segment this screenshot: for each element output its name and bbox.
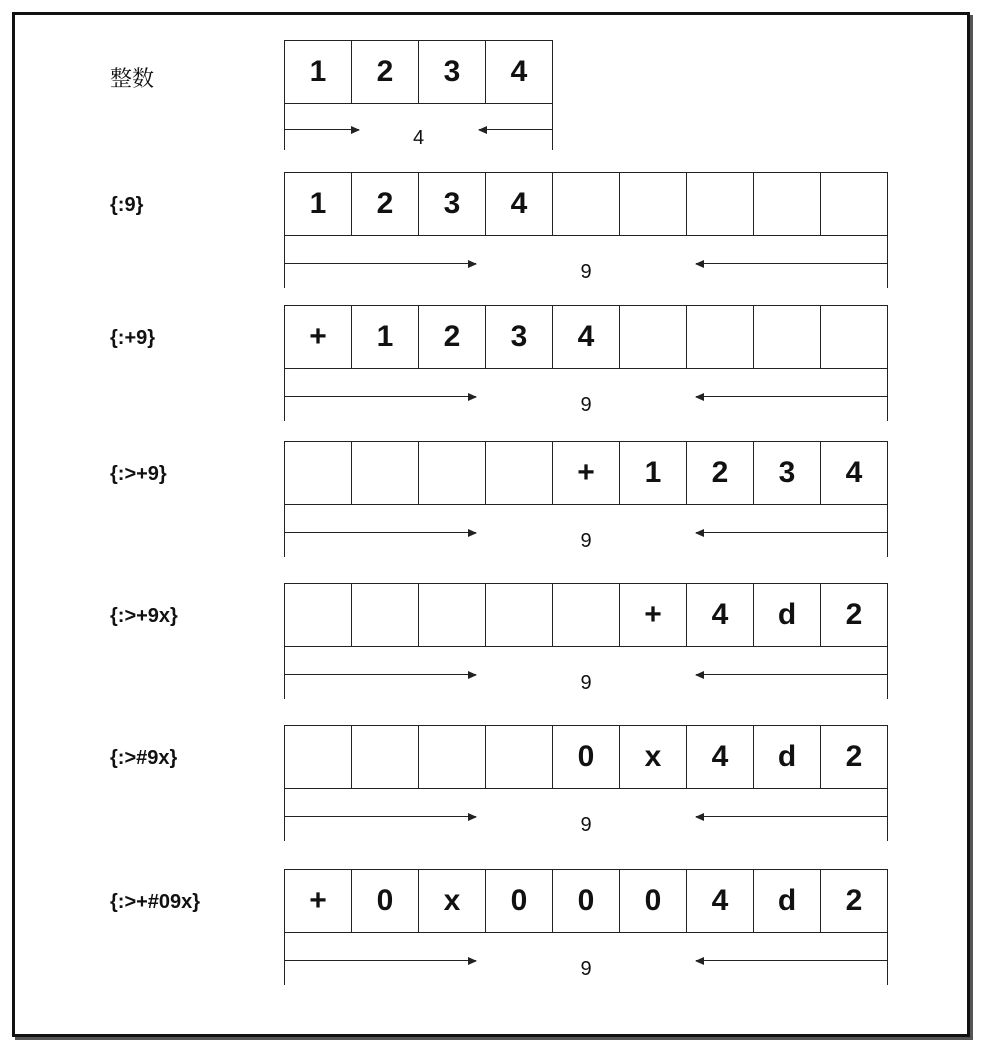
char-cell: 0 xyxy=(485,869,553,933)
dimension-tick xyxy=(284,789,285,841)
char-cell: 2 xyxy=(820,583,888,647)
dimension-tick xyxy=(552,104,553,150)
row-label: {:>+#09x} xyxy=(110,891,201,913)
char-cell: x xyxy=(418,869,486,933)
char-cell xyxy=(619,305,687,369)
char-cell: 3 xyxy=(418,40,486,104)
char-cell: 2 xyxy=(686,441,754,505)
dimension-line-left xyxy=(284,674,476,675)
dimension-line-right xyxy=(696,674,888,675)
dimension-tick xyxy=(284,647,285,699)
arrow-right-icon xyxy=(468,260,477,268)
dimension-line-right xyxy=(696,960,888,961)
char-cell xyxy=(351,725,419,789)
dimension-tick xyxy=(887,505,888,557)
dimension-tick xyxy=(284,369,285,421)
dimension-line-right xyxy=(696,396,888,397)
char-cell: 4 xyxy=(820,441,888,505)
row-label: {:>+9} xyxy=(110,463,167,485)
dimension-line-right xyxy=(696,816,888,817)
char-cell: 0 xyxy=(619,869,687,933)
arrow-left-icon xyxy=(695,260,704,268)
char-cell xyxy=(753,172,821,236)
dimension-tick xyxy=(284,505,285,557)
width-value: 9 xyxy=(580,394,592,416)
char-cell: d xyxy=(753,583,821,647)
char-cell: 4 xyxy=(485,40,553,104)
char-cell: 3 xyxy=(485,305,553,369)
char-cell xyxy=(284,441,352,505)
char-cell: 0 xyxy=(552,869,620,933)
dimension-tick xyxy=(887,236,888,288)
width-value: 9 xyxy=(580,261,592,283)
row-label: {:>+9x} xyxy=(110,605,178,627)
arrow-right-icon xyxy=(468,393,477,401)
char-cell: x xyxy=(619,725,687,789)
arrow-left-icon xyxy=(695,813,704,821)
char-cell xyxy=(485,725,553,789)
char-cell xyxy=(686,172,754,236)
char-cell: 4 xyxy=(686,583,754,647)
dimension-line-right xyxy=(479,129,554,130)
width-value: 9 xyxy=(580,672,592,694)
char-cell: 1 xyxy=(619,441,687,505)
char-cell xyxy=(284,725,352,789)
char-cell xyxy=(351,583,419,647)
dimension-tick xyxy=(887,647,888,699)
char-cell xyxy=(820,172,888,236)
dimension-line-right xyxy=(696,532,888,533)
char-cell: 2 xyxy=(820,869,888,933)
arrow-right-icon xyxy=(468,957,477,965)
char-cell: + xyxy=(619,583,687,647)
char-cell xyxy=(485,583,553,647)
char-cell xyxy=(418,441,486,505)
dimension-tick xyxy=(284,104,285,150)
arrow-left-icon xyxy=(695,957,704,965)
char-cell xyxy=(418,583,486,647)
char-cell xyxy=(284,583,352,647)
row-label: {:+9} xyxy=(110,327,156,349)
dimension-line-left xyxy=(284,263,476,264)
arrow-right-icon xyxy=(468,813,477,821)
char-cell: 3 xyxy=(753,441,821,505)
width-value: 9 xyxy=(580,958,592,980)
row-label: {:9} xyxy=(110,194,144,216)
char-cell xyxy=(552,583,620,647)
width-value: 9 xyxy=(580,814,592,836)
char-cell: 2 xyxy=(418,305,486,369)
char-cell: 1 xyxy=(284,172,352,236)
char-cell: 2 xyxy=(351,172,419,236)
arrow-left-icon xyxy=(478,126,487,134)
arrow-left-icon xyxy=(695,393,704,401)
dimension-line-left xyxy=(284,960,476,961)
dimension-tick xyxy=(284,236,285,288)
char-cell: d xyxy=(753,725,821,789)
char-cell xyxy=(418,725,486,789)
char-cell: 4 xyxy=(686,725,754,789)
row-label: {:>#9x} xyxy=(110,747,178,769)
char-cell xyxy=(686,305,754,369)
char-cell: + xyxy=(552,441,620,505)
arrow-right-icon xyxy=(351,126,360,134)
char-cell: + xyxy=(284,869,352,933)
char-cell: 1 xyxy=(351,305,419,369)
width-value: 4 xyxy=(412,127,425,149)
char-cell: 1 xyxy=(284,40,352,104)
arrow-right-icon xyxy=(468,529,477,537)
dimension-line-left xyxy=(284,532,476,533)
dimension-tick xyxy=(284,933,285,985)
dimension-line-left xyxy=(284,816,476,817)
char-cell: 4 xyxy=(485,172,553,236)
dimension-tick xyxy=(887,369,888,421)
char-cell xyxy=(485,441,553,505)
dimension-tick xyxy=(887,933,888,985)
char-cell: 4 xyxy=(552,305,620,369)
dimension-line-left xyxy=(284,129,359,130)
char-cell: 0 xyxy=(351,869,419,933)
width-value: 9 xyxy=(580,530,592,552)
arrow-right-icon xyxy=(468,671,477,679)
dimension-line-left xyxy=(284,396,476,397)
char-cell xyxy=(753,305,821,369)
char-cell: 3 xyxy=(418,172,486,236)
row-label: 整数 xyxy=(110,66,155,91)
char-cell xyxy=(351,441,419,505)
char-cell: 0 xyxy=(552,725,620,789)
char-cell: 2 xyxy=(351,40,419,104)
arrow-left-icon xyxy=(695,671,704,679)
char-cell: 2 xyxy=(820,725,888,789)
dimension-tick xyxy=(887,789,888,841)
char-cell: 4 xyxy=(686,869,754,933)
char-cell xyxy=(552,172,620,236)
arrow-left-icon xyxy=(695,529,704,537)
char-cell: + xyxy=(284,305,352,369)
char-cell xyxy=(619,172,687,236)
char-cell xyxy=(820,305,888,369)
char-cell: d xyxy=(753,869,821,933)
dimension-line-right xyxy=(696,263,888,264)
